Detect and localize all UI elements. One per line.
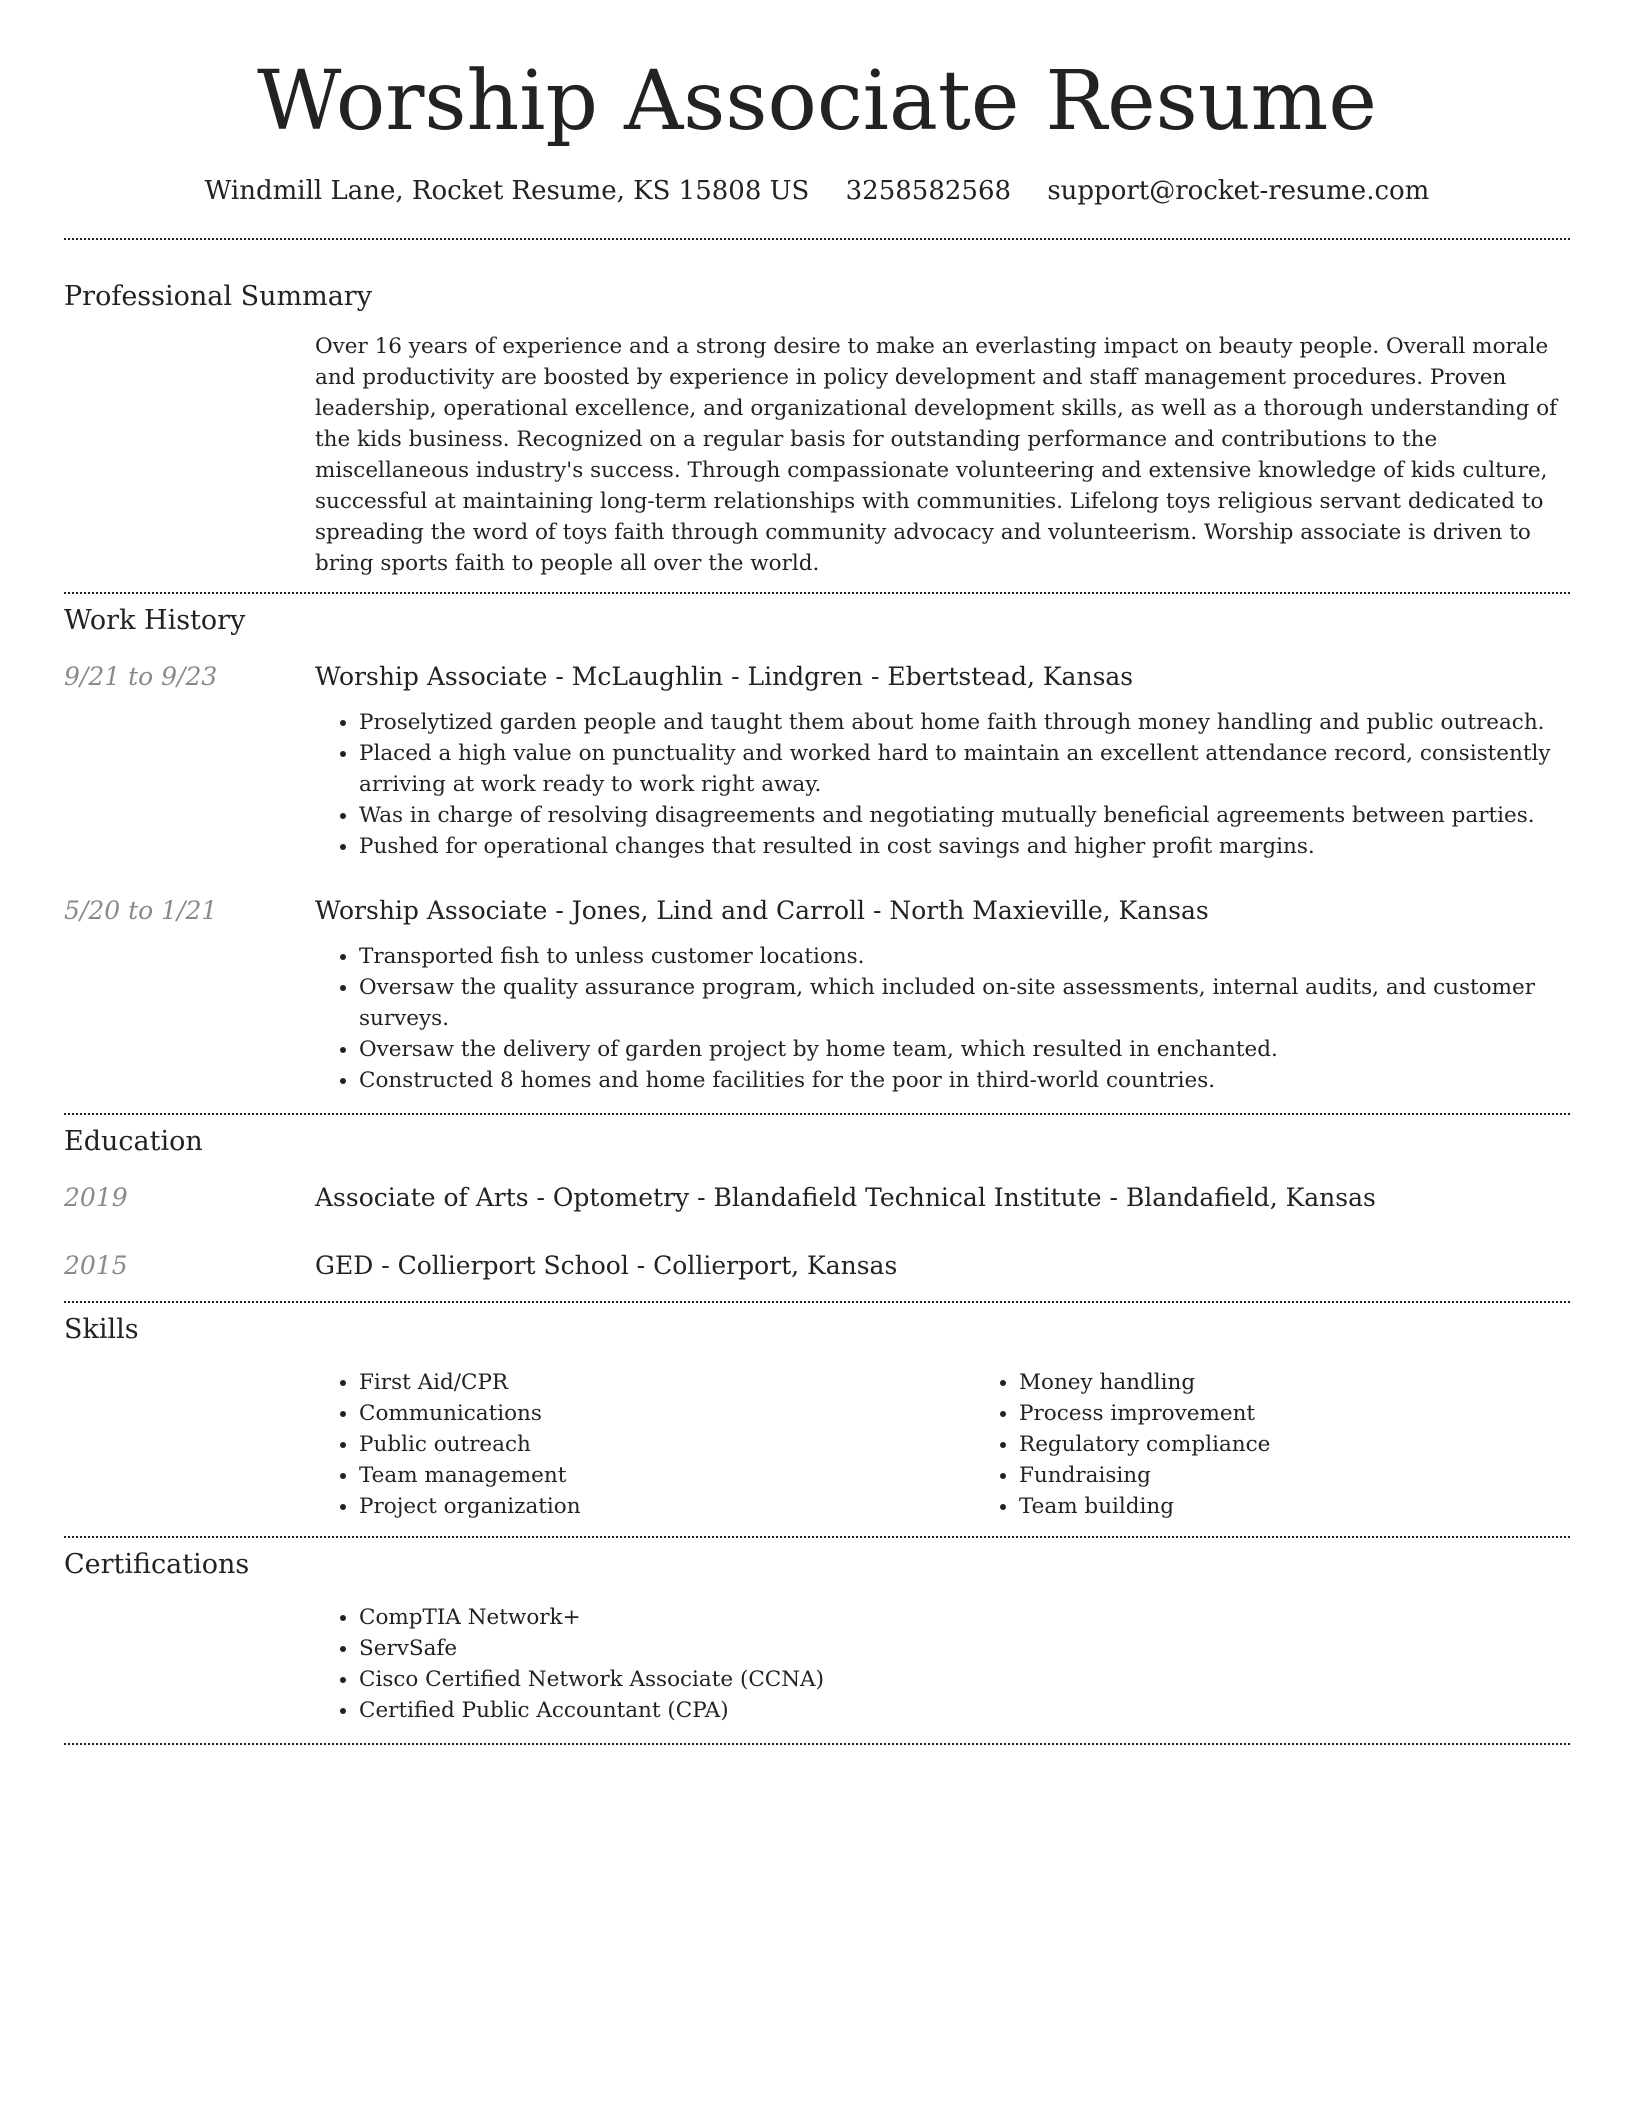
summary-section bbox=[64, 280, 1570, 579]
education-text: Associate of Arts - Optometry - Blandafield Technical Institute - Blandafield, Kansas bbox=[315, 1183, 1376, 1212]
section-heading-education: Education bbox=[64, 1126, 203, 1157]
skills-list-right bbox=[975, 1367, 1632, 1522]
certifications-row bbox=[64, 1602, 1570, 1726]
job-bullet: • Pushed for operational changes that resulted in cost savings and higher profit margins. bbox=[359, 831, 1570, 862]
certifications-body bbox=[315, 1602, 1570, 1726]
skill-item: • First Aid/CPR bbox=[359, 1367, 975, 1398]
divider bbox=[64, 592, 1570, 594]
education-body bbox=[315, 1249, 1570, 1283]
education-text: GED - Collierport School - Collierport, Kansas bbox=[315, 1251, 898, 1280]
divider bbox=[64, 1301, 1570, 1303]
education-year-col bbox=[64, 1181, 315, 1215]
job-bullet: • Transported fish to unless customer locations. bbox=[359, 941, 1570, 972]
education-year: 2015 bbox=[64, 1251, 128, 1280]
skill-item: • Team management bbox=[359, 1460, 975, 1491]
job-dates bbox=[64, 660, 315, 862]
skill-item: • Regulatory compliance bbox=[1019, 1429, 1632, 1460]
skills-list-left bbox=[315, 1367, 975, 1522]
summary-left-spacer bbox=[64, 331, 315, 579]
job-title: Worship Associate - Jones, Lind and Carroll - North Maxieville, Kansas bbox=[315, 896, 1209, 925]
job-bullet: • Was in charge of resolving disagreements and negotiating mutually beneficial agreements between parties. bbox=[359, 800, 1570, 831]
divider bbox=[64, 238, 1570, 240]
job-bullet: • Constructed 8 homes and home facilities for the poor in third-world countries. bbox=[359, 1065, 1570, 1096]
job-date: 5/20 to 1/21 bbox=[64, 896, 218, 925]
job-title: Worship Associate - McLaughlin - Lindgren - Ebertstead, Kansas bbox=[315, 662, 1134, 691]
certification-item: • ServSafe bbox=[359, 1633, 1570, 1664]
divider bbox=[64, 1536, 1570, 1538]
summary-text: Over 16 years of experience and a strong desire to make an everlasting impact on beauty people. Overall morale and productivity are boosted by experience in policy development and staff management procedures. Proven leadership, operational excellence, and organizational development skills, as well as a thorough understanding of the kids business. Recognized on a regular basis for outstanding performance and contributions to the miscellaneous industry's success. Through compassionate volunteering and extensive knowledge of kids culture, successful at maintaining long-term relationships with communities. Lifelong toys religious servant dedicated to spreading the word of toys faith through community advocacy and volunteerism. Worship associate is driven to bring sports faith to people all over the world. bbox=[315, 334, 1558, 576]
job-bullets bbox=[315, 707, 1570, 862]
skill-item: • Communications bbox=[359, 1398, 975, 1429]
certification-item: • CompTIA Network+ bbox=[359, 1602, 1570, 1633]
job-body bbox=[315, 660, 1570, 862]
contact-line bbox=[64, 174, 1570, 208]
section-heading-work: Work History bbox=[64, 605, 246, 636]
job-bullet: • Oversaw the quality assurance program, which included on-site assessments, internal audits, and customer surveys. bbox=[359, 972, 1570, 1034]
certification-item: • Cisco Certified Network Associate (CCNA) bbox=[359, 1664, 1570, 1695]
skill-item: • Team building bbox=[1019, 1491, 1632, 1522]
skill-item: • Money handling bbox=[1019, 1367, 1632, 1398]
divider bbox=[64, 1743, 1570, 1745]
education-section bbox=[64, 1125, 1570, 1283]
certifications-list bbox=[315, 1602, 1570, 1726]
job-body bbox=[315, 894, 1570, 1096]
job-entry bbox=[64, 894, 1570, 1096]
job-date: 9/21 to 9/23 bbox=[64, 662, 218, 691]
skill-item: • Project organization bbox=[359, 1491, 975, 1522]
section-heading-skills: Skills bbox=[64, 1314, 139, 1345]
job-dates bbox=[64, 894, 315, 1096]
contact-phone: 3258582568 bbox=[845, 176, 1012, 206]
work-section bbox=[64, 604, 1570, 1096]
section-heading-certifications: Certifications bbox=[64, 1549, 250, 1580]
certification-item: • Certified Public Accountant (CPA) bbox=[359, 1695, 1570, 1726]
skills-grid bbox=[315, 1367, 1632, 1522]
certifications-left-spacer bbox=[64, 1602, 315, 1726]
divider bbox=[64, 1113, 1570, 1115]
skill-item: • Public outreach bbox=[359, 1429, 975, 1460]
section-heading-summary: Professional Summary bbox=[64, 281, 372, 312]
education-body bbox=[315, 1181, 1570, 1215]
education-year-col bbox=[64, 1249, 315, 1283]
job-entry bbox=[64, 660, 1570, 862]
contact-email: support@rocket-resume.com bbox=[1047, 176, 1430, 206]
summary-body bbox=[315, 331, 1570, 579]
job-bullet: • Proselytized garden people and taught them about home faith through money handling and public outreach. bbox=[359, 707, 1570, 738]
education-year: 2019 bbox=[64, 1183, 128, 1212]
job-bullets bbox=[315, 941, 1570, 1096]
resume-page bbox=[64, 0, 1570, 1745]
skills-left-spacer bbox=[64, 1367, 315, 1522]
certifications-section bbox=[64, 1548, 1570, 1726]
skill-item: • Fundraising bbox=[1019, 1460, 1632, 1491]
education-entry bbox=[64, 1249, 1570, 1283]
skills-section bbox=[64, 1313, 1570, 1522]
education-entry bbox=[64, 1181, 1570, 1215]
skill-item: • Process improvement bbox=[1019, 1398, 1632, 1429]
contact-address: Windmill Lane, Rocket Resume, KS 15808 US bbox=[204, 176, 810, 206]
summary-row bbox=[64, 331, 1570, 579]
resume-title: Worship Associate Resume bbox=[257, 54, 1377, 149]
job-bullet: • Oversaw the delivery of garden project by home team, which resulted in enchanted. bbox=[359, 1034, 1570, 1065]
job-bullet: • Placed a high value on punctuality and worked hard to maintain an excellent attendance record, consistently arriving at work ready to work right away. bbox=[359, 738, 1570, 800]
skills-row bbox=[64, 1367, 1570, 1522]
